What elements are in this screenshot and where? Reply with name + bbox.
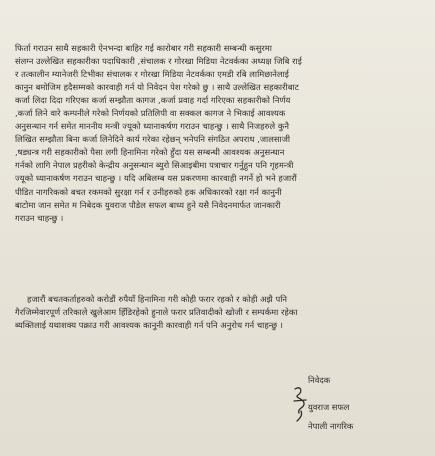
text-line: अनुसन्धान गर्न समेत माननीय मन्त्री ज्यूको ध्यानाकर्षण गराउन चाहन्छु । साथै निजहरुले कुनै: [15, 121, 289, 132]
text-line: लिखित सम्झौता बिना कर्जा लिनेदिने कार्य गरेका रहेछन् भनेपनि संगठित अपराध ,जालसाजी: [15, 134, 291, 145]
text-line: गैरजिम्मेवारपूर्ण तरिकाले खुलेआम हिँडिरहेको हुनाले फरार प्रतिवादीको खोजी र सम्पर्कमा रहेका: [15, 307, 298, 318]
text-line: गराउन चाहन्छु ।: [15, 212, 64, 223]
text-line: ज्यूको ध्यानाकर्षण गराउन चाहन्छु । यदि अबिलम्ब यस प्रकरणमा कारवाही नगर्ने हो भने हजारौं: [15, 173, 297, 184]
text-line: कर्जा लिदा दिदा गरिएका कर्जा सम्झौता कागज ,कर्जा प्रवाह गर्दा गरिएका सहकारीको निर्णय: [15, 95, 291, 106]
text-line: ,कर्जा लिने वारे कम्पनीले गरेको निर्णयको प्रतिलिपी वा सक्कल कागज ने भिकाई आवश्यक: [15, 108, 286, 119]
text-line: हजारौं बचतकर्ताहरुको करोडौं रुपैयाँ हिनामिना गरी कोही फरार रहको र कोही अझै पनि: [27, 294, 288, 304]
text-line: कानुन बमोजिम हदैसम्मको कारवाही गर्न यो निवेदन पेश गरेको छु । साथै उल्लेखित सहकारीबाट: [15, 82, 299, 93]
signatory-designation: नेपाली नागरिक: [308, 421, 354, 431]
text-line: ब्यक्तिलाई यथाशक्य पक्राउ गरी आवश्यक कानुनी कारवाही गर्न पनि अनुरोध गर्न चाहन्छु ।: [15, 320, 283, 331]
text-line: गर्नको लागि नेपाल प्रहरीको केन्द्रीय अनुसन्धान ब्युरो सिआइबीमा पत्राचार गर्नुहुन पनि गृहमन्त्री: [15, 160, 294, 171]
text-line: संलग्न उल्लेखित सहकारीका पदाधिकारी ,संचालक र गोरखा मिडिया नेटवर्कका अध्यक्ष जिबि राई: [15, 56, 302, 67]
signature-label: निवेदक: [308, 375, 331, 385]
text-line: ,षड्यन्त्र गरी सहकारीको पैसा लगी हिनामिना गरेको हुँदा यस सम्बन्धी आवश्यक अनुसन्धान: [15, 147, 285, 158]
text-line: बाटोमा जान समेत म निबेदक युवराज पौडेल सफल बाध्य हुने यसै निवेदनमार्फत जानकारी: [15, 199, 281, 210]
signatory-name: युवराज सफल: [308, 402, 350, 412]
text-line: र तत्कालीन म्यानेजरी टिभीका संचालक र गोरखा मिडिया नेटवर्कका एमडी रबि लामिछानेलाई: [15, 69, 289, 80]
letter-paragraph-1: [15, 42, 423, 225]
text-line: फिर्ता गराउन साथै सहकारी ऐनभन्दा बाहिर गई कारोबार गरी सहकारी सम्बन्धी कसुरमा: [15, 43, 272, 53]
letter-paragraph-2: [15, 293, 423, 332]
text-line: पीडित नागरिकको बचत रकमको सुरक्षा गर्न र उनीहरुको हक अधिकारको रक्षा गर्न कानुनी: [15, 186, 282, 197]
